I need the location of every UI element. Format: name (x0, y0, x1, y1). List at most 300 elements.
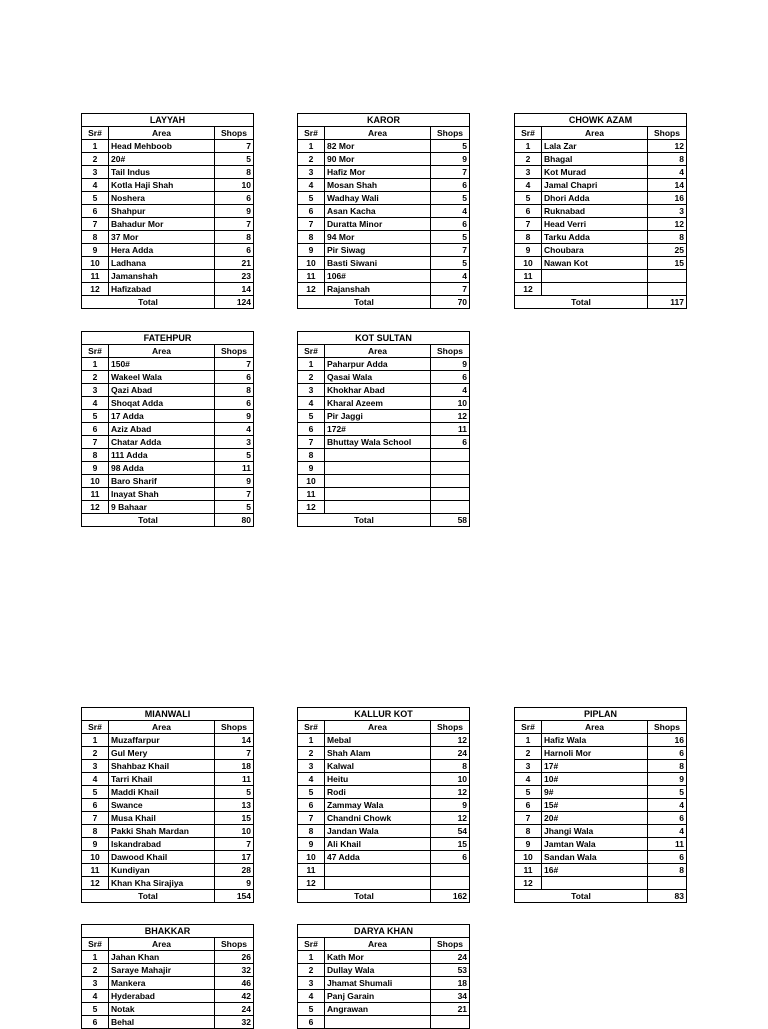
cell-shops: 6 (215, 192, 254, 205)
table-row (82, 384, 254, 397)
cell-sr: 8 (298, 449, 325, 462)
cell-shops: 15 (431, 838, 470, 851)
cell-sr: 2 (298, 153, 325, 166)
cell-shops: 26 (215, 951, 254, 964)
table-row (515, 825, 687, 838)
cell-area: Kharal Azeem (325, 397, 431, 410)
header-shops: Shops (215, 938, 254, 951)
cell-area: Hafizabad (109, 283, 215, 296)
cell-shops: 46 (215, 977, 254, 990)
cell-area: Tarri Khail (109, 773, 215, 786)
cell-sr: 10 (515, 851, 542, 864)
cell-sr: 4 (82, 179, 109, 192)
cell-shops: 3 (215, 436, 254, 449)
cell-shops: 53 (431, 964, 470, 977)
table-row (298, 747, 470, 760)
table-row (515, 812, 687, 825)
cell-sr: 7 (82, 812, 109, 825)
total-value: 58 (431, 514, 470, 527)
cell-shops: 5 (431, 231, 470, 244)
table-row (515, 838, 687, 851)
table-title-row (82, 114, 254, 127)
cell-area: Musa Khail (109, 812, 215, 825)
cell-shops: 5 (431, 140, 470, 153)
cell-shops: 18 (431, 977, 470, 990)
cell-shops: 6 (431, 851, 470, 864)
table-row (82, 501, 254, 514)
cell-sr: 7 (298, 218, 325, 231)
cell-sr: 4 (515, 773, 542, 786)
cell-shops: 54 (431, 825, 470, 838)
total-label: Total (82, 296, 215, 309)
cell-shops: 42 (215, 990, 254, 1003)
table-title: FATEHPUR (82, 332, 254, 345)
cell-shops: 8 (215, 166, 254, 179)
cell-shops: 9 (215, 205, 254, 218)
table-row (82, 1003, 254, 1016)
table-row (82, 773, 254, 786)
cell-area: Shahpur (109, 205, 215, 218)
table-row (298, 192, 470, 205)
cell-shops (431, 462, 470, 475)
cell-sr: 10 (82, 851, 109, 864)
area-shops-table-layyah (81, 113, 254, 309)
cell-sr: 5 (82, 410, 109, 423)
header-area: Area (109, 127, 215, 140)
table-row (82, 462, 254, 475)
cell-sr: 5 (298, 410, 325, 423)
cell-area (325, 877, 431, 890)
cell-sr: 2 (82, 964, 109, 977)
table-row (298, 218, 470, 231)
cell-shops: 24 (431, 951, 470, 964)
table-header-row (82, 721, 254, 734)
cell-area: Hafiz Wala (542, 734, 648, 747)
table-row (298, 358, 470, 371)
table-row (82, 205, 254, 218)
cell-shops: 11 (648, 838, 687, 851)
header-sr: Sr# (82, 721, 109, 734)
table-row (82, 825, 254, 838)
cell-area: Jamal Chapri (542, 179, 648, 192)
cell-shops: 8 (648, 231, 687, 244)
cell-sr: 3 (82, 384, 109, 397)
table-row (298, 1003, 470, 1016)
cell-area: Hera Adda (109, 244, 215, 257)
table-row (515, 734, 687, 747)
cell-sr: 11 (515, 270, 542, 283)
cell-shops: 5 (431, 257, 470, 270)
total-value: 70 (431, 296, 470, 309)
cell-shops: 8 (215, 384, 254, 397)
cell-sr: 10 (298, 475, 325, 488)
cell-area: Nawan Kot (542, 257, 648, 270)
total-value: 162 (431, 890, 470, 903)
cell-area: Mankera (109, 977, 215, 990)
table-row (298, 384, 470, 397)
area-shops-table-darya-khan (297, 924, 470, 1029)
header-sr: Sr# (82, 127, 109, 140)
table-row (298, 488, 470, 501)
cell-area: Choubara (542, 244, 648, 257)
cell-area: Jandan Wala (325, 825, 431, 838)
header-sr: Sr# (298, 938, 325, 951)
table-row (82, 179, 254, 192)
table-row (298, 270, 470, 283)
cell-shops: 6 (431, 218, 470, 231)
cell-sr: 2 (82, 747, 109, 760)
cell-shops: 13 (215, 799, 254, 812)
cell-shops: 25 (648, 244, 687, 257)
table-row (82, 449, 254, 462)
cell-sr: 8 (515, 231, 542, 244)
table-title-row (82, 925, 254, 938)
cell-sr: 4 (298, 397, 325, 410)
total-label: Total (298, 890, 431, 903)
cell-sr: 2 (82, 153, 109, 166)
table-row (515, 231, 687, 244)
cell-shops: 8 (648, 153, 687, 166)
cell-sr: 12 (298, 877, 325, 890)
table-header-row (82, 345, 254, 358)
header-shops: Shops (431, 721, 470, 734)
area-shops-table-karor (297, 113, 470, 309)
cell-shops: 7 (431, 283, 470, 296)
cell-shops: 8 (215, 231, 254, 244)
header-shops: Shops (215, 127, 254, 140)
cell-sr: 8 (82, 449, 109, 462)
cell-area: 37 Mor (109, 231, 215, 244)
cell-area: Angrawan (325, 1003, 431, 1016)
table-row (82, 838, 254, 851)
header-area: Area (109, 938, 215, 951)
cell-sr: 11 (82, 270, 109, 283)
table-row (298, 166, 470, 179)
header-area: Area (325, 345, 431, 358)
cell-shops: 11 (215, 462, 254, 475)
cell-shops: 9 (648, 773, 687, 786)
cell-sr: 3 (298, 977, 325, 990)
table-row (82, 218, 254, 231)
cell-shops: 6 (215, 397, 254, 410)
cell-area (542, 283, 648, 296)
cell-sr: 12 (515, 877, 542, 890)
cell-sr: 2 (515, 747, 542, 760)
table-row (515, 747, 687, 760)
table-row (82, 257, 254, 270)
cell-area: Muzaffarpur (109, 734, 215, 747)
table-title: DARYA KHAN (298, 925, 470, 938)
cell-area: Heitu (325, 773, 431, 786)
cell-area: 17# (542, 760, 648, 773)
cell-shops: 17 (215, 851, 254, 864)
cell-area: Hyderabad (109, 990, 215, 1003)
cell-area (325, 488, 431, 501)
header-sr: Sr# (298, 345, 325, 358)
cell-area: 10# (542, 773, 648, 786)
cell-shops: 4 (431, 205, 470, 218)
cell-area: 20# (109, 153, 215, 166)
cell-sr: 1 (298, 140, 325, 153)
table-row (82, 436, 254, 449)
cell-area (542, 877, 648, 890)
cell-sr: 6 (515, 205, 542, 218)
table-row (298, 825, 470, 838)
cell-sr: 11 (298, 488, 325, 501)
cell-sr: 9 (82, 462, 109, 475)
area-shops-table-kot-sultan (297, 331, 470, 527)
table-row (298, 436, 470, 449)
table-row (298, 864, 470, 877)
cell-shops: 10 (431, 773, 470, 786)
cell-area: Mebal (325, 734, 431, 747)
cell-shops: 14 (648, 179, 687, 192)
cell-shops: 7 (431, 244, 470, 257)
cell-area: 47 Adda (325, 851, 431, 864)
cell-sr: 9 (515, 244, 542, 257)
cell-sr: 2 (298, 371, 325, 384)
cell-area: Head Mehboob (109, 140, 215, 153)
area-shops-table-kallur-kot (297, 707, 470, 903)
cell-area (325, 1016, 431, 1029)
cell-shops: 5 (215, 153, 254, 166)
table-title: MIANWALI (82, 708, 254, 721)
table-row (82, 140, 254, 153)
table-title-row (82, 332, 254, 345)
cell-shops: 7 (215, 747, 254, 760)
total-row (298, 514, 470, 527)
table-row (298, 257, 470, 270)
table-row (298, 990, 470, 1003)
cell-area: Iskandrabad (109, 838, 215, 851)
cell-sr: 3 (82, 977, 109, 990)
cell-area: Khan Kha Sirajiya (109, 877, 215, 890)
table-row (82, 990, 254, 1003)
header-shops: Shops (648, 721, 687, 734)
cell-area: 150# (109, 358, 215, 371)
cell-shops: 10 (215, 825, 254, 838)
table-row (298, 812, 470, 825)
cell-area: Dawood Khail (109, 851, 215, 864)
table-row (298, 371, 470, 384)
cell-sr: 1 (515, 140, 542, 153)
cell-sr: 3 (515, 166, 542, 179)
cell-shops (431, 877, 470, 890)
cell-shops (431, 475, 470, 488)
cell-sr: 11 (298, 270, 325, 283)
cell-area: Notak (109, 1003, 215, 1016)
table-row (515, 166, 687, 179)
cell-area: Baro Sharif (109, 475, 215, 488)
cell-area: Maddi Khail (109, 786, 215, 799)
table-header-row (298, 721, 470, 734)
table-row (298, 838, 470, 851)
cell-sr: 9 (82, 838, 109, 851)
cell-sr: 6 (82, 423, 109, 436)
cell-area: 111 Adda (109, 449, 215, 462)
table-row (298, 397, 470, 410)
cell-sr: 4 (298, 990, 325, 1003)
table-row (82, 410, 254, 423)
table-row (82, 270, 254, 283)
cell-shops: 6 (431, 371, 470, 384)
cell-shops: 28 (215, 864, 254, 877)
cell-area: Mosan Shah (325, 179, 431, 192)
cell-shops: 32 (215, 1016, 254, 1029)
header-shops: Shops (431, 938, 470, 951)
cell-sr: 8 (82, 231, 109, 244)
cell-sr: 8 (298, 231, 325, 244)
cell-sr: 10 (82, 257, 109, 270)
cell-shops: 11 (431, 423, 470, 436)
header-sr: Sr# (298, 127, 325, 140)
table-row (298, 423, 470, 436)
table-row (515, 786, 687, 799)
header-area: Area (325, 938, 431, 951)
cell-sr: 12 (82, 283, 109, 296)
cell-shops: 24 (431, 747, 470, 760)
cell-area: Inayat Shah (109, 488, 215, 501)
cell-area: Hafiz Mor (325, 166, 431, 179)
cell-shops: 16 (648, 192, 687, 205)
header-shops: Shops (431, 127, 470, 140)
cell-sr: 10 (515, 257, 542, 270)
table-row (298, 449, 470, 462)
cell-area: 20# (542, 812, 648, 825)
cell-sr: 7 (298, 812, 325, 825)
cell-area: Jamtan Wala (542, 838, 648, 851)
table-row (82, 192, 254, 205)
cell-shops: 7 (215, 218, 254, 231)
cell-shops: 9 (431, 799, 470, 812)
table-row (298, 951, 470, 964)
table-row (298, 760, 470, 773)
cell-sr: 8 (515, 825, 542, 838)
cell-area: Basti Siwani (325, 257, 431, 270)
cell-area: 9# (542, 786, 648, 799)
cell-sr: 8 (298, 825, 325, 838)
cell-shops: 12 (431, 812, 470, 825)
cell-sr: 5 (298, 192, 325, 205)
cell-area: Zammay Wala (325, 799, 431, 812)
table-row (298, 786, 470, 799)
cell-shops: 8 (648, 864, 687, 877)
table-row (515, 257, 687, 270)
cell-shops: 34 (431, 990, 470, 1003)
total-label: Total (515, 890, 648, 903)
area-shops-table-mianwali (81, 707, 254, 903)
total-row (82, 514, 254, 527)
total-value: 117 (648, 296, 687, 309)
cell-area: 17 Adda (109, 410, 215, 423)
table-row (82, 358, 254, 371)
cell-sr: 5 (515, 786, 542, 799)
cell-shops: 12 (431, 786, 470, 799)
table-row (82, 799, 254, 812)
table-row (82, 964, 254, 977)
header-sr: Sr# (298, 721, 325, 734)
cell-area: 16# (542, 864, 648, 877)
cell-shops: 5 (215, 786, 254, 799)
cell-area: Khokhar Abad (325, 384, 431, 397)
cell-sr: 1 (82, 140, 109, 153)
cell-sr: 4 (82, 773, 109, 786)
cell-area: Tarku Adda (542, 231, 648, 244)
table-row (298, 231, 470, 244)
cell-sr: 1 (82, 734, 109, 747)
cell-area: Pakki Shah Mardan (109, 825, 215, 838)
cell-sr: 9 (298, 838, 325, 851)
header-sr: Sr# (515, 721, 542, 734)
cell-shops (431, 449, 470, 462)
table-title-row (298, 332, 470, 345)
cell-shops: 12 (431, 734, 470, 747)
header-sr: Sr# (82, 345, 109, 358)
cell-shops: 4 (431, 270, 470, 283)
cell-area: Ladhana (109, 257, 215, 270)
cell-sr: 6 (298, 1016, 325, 1029)
cell-area: Shahbaz Khail (109, 760, 215, 773)
cell-shops: 15 (215, 812, 254, 825)
cell-shops (648, 877, 687, 890)
cell-area: 82 Mor (325, 140, 431, 153)
cell-shops: 12 (431, 410, 470, 423)
table-row (82, 283, 254, 296)
area-shops-table-piplan (514, 707, 687, 903)
cell-shops: 6 (431, 179, 470, 192)
cell-shops: 9 (431, 358, 470, 371)
table-title-row (298, 708, 470, 721)
cell-shops: 5 (431, 192, 470, 205)
cell-sr: 1 (298, 734, 325, 747)
cell-area: Sandan Wala (542, 851, 648, 864)
cell-sr: 9 (298, 244, 325, 257)
cell-shops: 23 (215, 270, 254, 283)
cell-shops: 21 (215, 257, 254, 270)
cell-area: 94 Mor (325, 231, 431, 244)
table-row (82, 734, 254, 747)
cell-area: 15# (542, 799, 648, 812)
header-shops: Shops (431, 345, 470, 358)
table-title-row (515, 708, 687, 721)
cell-area: Jhamat Shumali (325, 977, 431, 990)
total-label: Total (82, 890, 215, 903)
cell-shops: 10 (215, 179, 254, 192)
cell-area: Kot Murad (542, 166, 648, 179)
cell-area: Kundiyan (109, 864, 215, 877)
total-label: Total (82, 514, 215, 527)
cell-shops: 7 (215, 838, 254, 851)
table-row (515, 153, 687, 166)
cell-area: Pir Jaggi (325, 410, 431, 423)
table-row (515, 877, 687, 890)
cell-area: Duratta Minor (325, 218, 431, 231)
table-row (298, 734, 470, 747)
cell-area: Gul Mery (109, 747, 215, 760)
cell-area (325, 449, 431, 462)
cell-sr: 3 (298, 166, 325, 179)
cell-area: Swance (109, 799, 215, 812)
cell-sr: 11 (515, 864, 542, 877)
table-header-row (515, 721, 687, 734)
table-row (515, 283, 687, 296)
cell-shops: 9 (215, 410, 254, 423)
cell-sr: 6 (298, 205, 325, 218)
cell-shops: 12 (648, 140, 687, 153)
table-title-row (298, 925, 470, 938)
cell-sr: 3 (298, 760, 325, 773)
table-row (82, 864, 254, 877)
